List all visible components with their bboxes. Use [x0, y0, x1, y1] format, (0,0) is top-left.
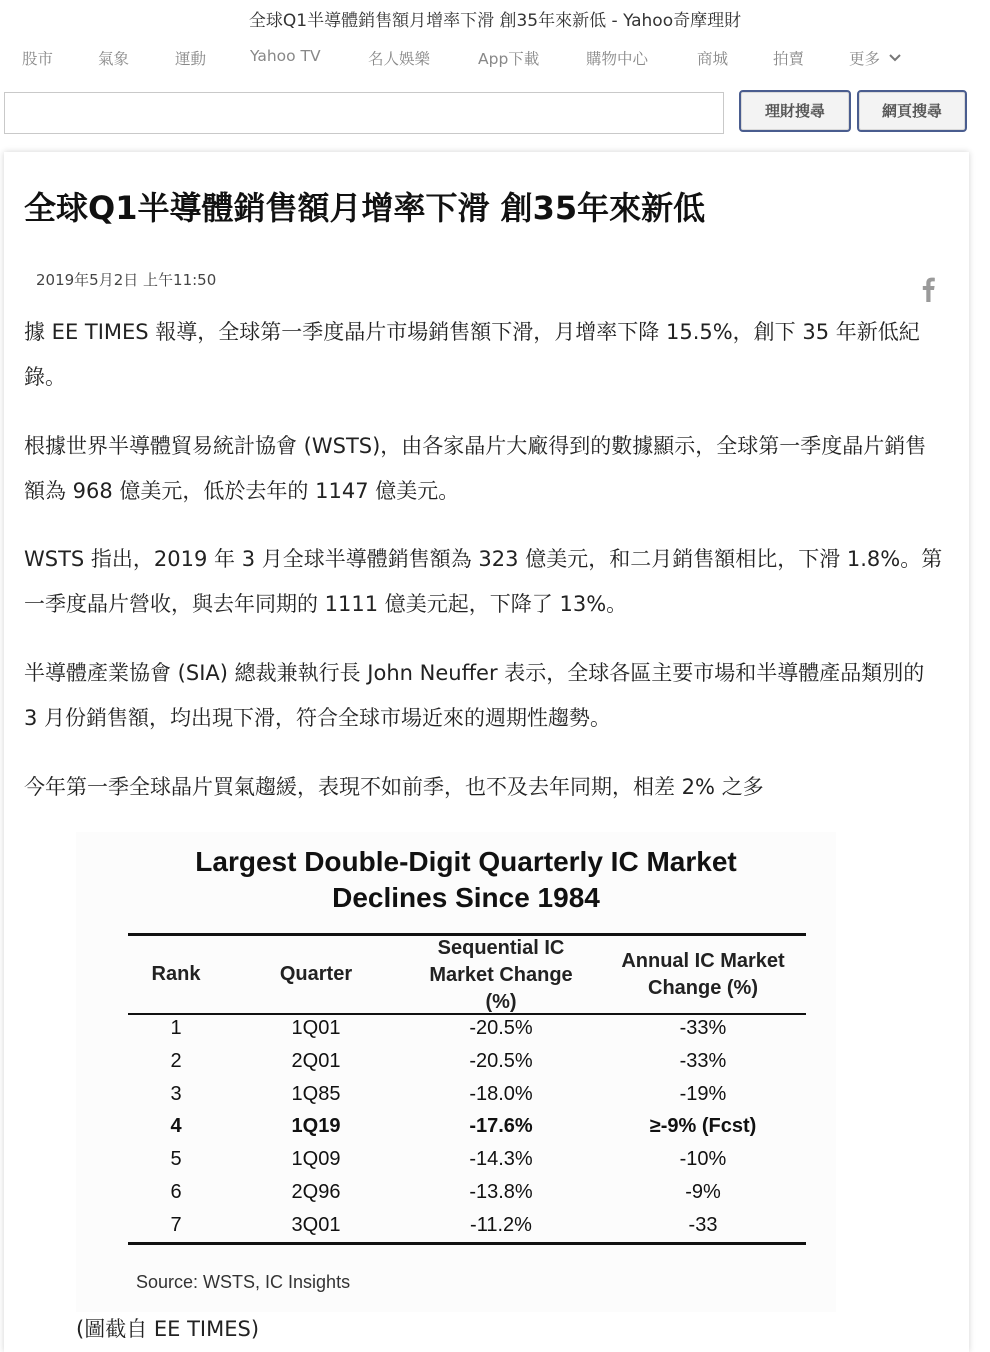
annual-change-cell: -19% — [679, 1082, 727, 1105]
sequential-change-cell: -20.5% — [469, 1049, 533, 1072]
article-paragraph: 據 EE TIMES 報導，全球第一季度晶片市場銷售額下滑，月增率下降 15.5%，創下 35 年新低紀錄。 — [24, 320, 920, 389]
quarter-cell: 1Q01 — [291, 1017, 341, 1039]
quarter-cell: 1Q19 — [291, 1115, 341, 1138]
annual-change-cell: -33% — [679, 1049, 727, 1072]
header-rank: Rank — [151, 963, 201, 985]
sequential-change-cell: -18.0% — [469, 1082, 533, 1105]
top-nav — [22, 47, 902, 69]
article-paragraph: 今年第一季全球晶片買氣趨緩，表現不如前季，也不及去年同期，相差 2% 之多 — [24, 775, 764, 799]
header-annual-change — [600, 948, 806, 1002]
facebook-icon[interactable] — [920, 276, 936, 302]
sequential-change-cell: -11.2% — [470, 1213, 532, 1236]
nav-item-celebrity[interactable]: 名人娛樂 — [368, 50, 431, 68]
nav-item-shopping[interactable]: 購物中心 — [586, 50, 649, 68]
table-header-rule — [128, 1013, 806, 1015]
nav-item-more-label: 更多 — [849, 50, 881, 68]
quarter-cell: 2Q96 — [291, 1181, 341, 1203]
quarter-cell: 1Q09 — [291, 1148, 341, 1171]
nav-item-mall[interactable]: 商城 — [697, 50, 729, 68]
article-paragraph: 半導體產業協會 (SIA) 總裁兼執行長 John Neuffer 表示，全球各區主要市場和半導體產品類別的 3 月份銷售額，均出現下滑，符合全球市場近來的週期性趨勢。 — [24, 661, 925, 730]
annual-change-cell: -10% — [679, 1148, 727, 1171]
annual-change-cell: -9% — [685, 1181, 721, 1203]
annual-change-cell: ≥-9% (Fcst) — [649, 1115, 757, 1138]
rank-cell: 2 — [170, 1049, 182, 1072]
table-title-line1: Largest Double-Digit Quarterly IC Market — [195, 846, 737, 877]
header-seq-line2: Market Change — [429, 964, 573, 986]
sequential-change-cell: -14.3% — [469, 1148, 533, 1171]
image-caption: (圖截自 EE TIMES) — [76, 1317, 260, 1341]
rank-cell: 5 — [170, 1148, 182, 1171]
ic-market-table-image — [76, 832, 836, 1312]
article-date: 2019年5月2日 上午11:50 — [36, 271, 217, 289]
sequential-change-cell: -17.6% — [469, 1115, 533, 1138]
header-quarter: Quarter — [279, 963, 353, 985]
rank-cell: 1 — [170, 1017, 182, 1039]
nav-item-weather[interactable]: 氣象 — [98, 50, 130, 68]
header-sequential-change — [408, 935, 594, 1016]
nav-item-stocks[interactable]: 股市 — [22, 50, 54, 68]
header-seq-line3: (%) — [485, 991, 517, 1013]
window-title: 全球Q1半導體銷售額月增率下滑 創35年來新低 - Yahoo奇摩理財 — [248, 11, 742, 31]
nav-item-app-download[interactable]: App下載 — [478, 50, 540, 68]
table-title-line2: Declines Since 1984 — [332, 882, 600, 913]
nav-item-auction[interactable]: 拍賣 — [773, 50, 805, 68]
article-paragraph: WSTS 指出，2019 年 3 月全球半導體銷售額為 323 億美元，和二月銷售額相比，下滑 1.8%。第一季度晶片營收，與去年同期的 1111 億美元起，下降了 13%。 — [24, 547, 943, 616]
annual-change-cell: -33 — [688, 1213, 718, 1236]
article-paragraph: 根據世界半導體貿易統計協會 (WSTS)，由各家晶片大廠得到的數據顯示，全球第一季度晶片銷售額為 968 億美元，低於去年的 1147 億美元。 — [24, 434, 927, 503]
quarter-cell: 1Q85 — [291, 1082, 341, 1105]
header-annual-line1: Annual IC Market — [621, 950, 785, 972]
sequential-change-cell: -13.8% — [469, 1181, 533, 1203]
web-search-button[interactable]: 網頁搜尋 — [857, 90, 967, 132]
annual-change-cell: -33% — [679, 1017, 727, 1039]
sequential-change-cell: -20.5% — [469, 1017, 533, 1039]
table-bottom-rule — [128, 1242, 806, 1245]
table-source: Source: WSTS, IC Insights — [136, 1272, 351, 1292]
header-annual-line2: Change (%) — [648, 977, 758, 999]
quarter-cell: 3Q01 — [291, 1213, 341, 1236]
rank-cell: 3 — [170, 1082, 182, 1105]
search-input[interactable] — [4, 92, 724, 134]
table-title — [76, 844, 856, 916]
finance-search-button[interactable]: 理財搜尋 — [739, 90, 851, 132]
nav-item-sports[interactable]: 運動 — [175, 50, 207, 68]
nav-item-yahoo-tv[interactable]: Yahoo TV — [250, 47, 321, 65]
rank-cell: 6 — [170, 1181, 182, 1203]
article-headline: 全球Q1半導體銷售額月增率下滑 創35年來新低 — [24, 189, 706, 227]
chevron-down-icon — [888, 53, 902, 63]
quarter-cell: 2Q01 — [291, 1049, 341, 1072]
nav-item-more[interactable] — [849, 47, 902, 69]
rank-cell: 4 — [170, 1115, 182, 1138]
rank-cell: 7 — [170, 1213, 182, 1236]
header-seq-line1: Sequential IC — [437, 937, 565, 959]
